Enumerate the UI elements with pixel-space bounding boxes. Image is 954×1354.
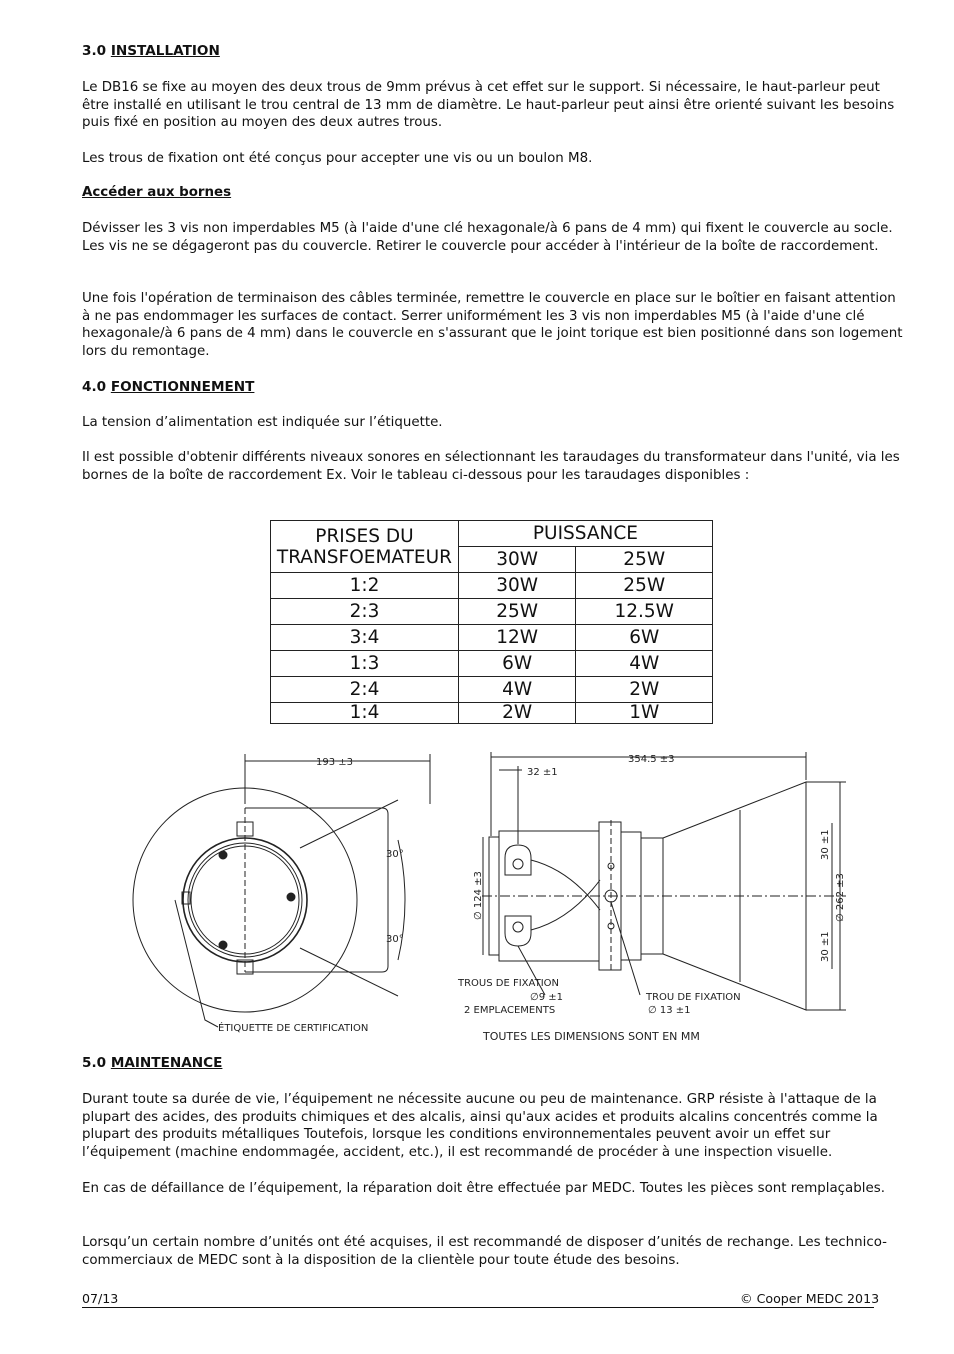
dim-diameter: ∅ 262 ±3	[835, 873, 846, 922]
technical-drawing	[0, 740, 954, 1050]
section-heading-operation	[82, 379, 254, 395]
footer-date: 07/13	[82, 1291, 119, 1306]
paragraph: Une fois l'opération de terminaison des câbles terminée, remettre le couvercle en place sur le boîtier en faisant attention à ne pas endommager les surfaces de contact. Serrer uniformément les 3 vis non imperdables M5 (à l'aide d'une clé hexagonale/à 6 pans de 4 mm) dans le couvercle en s'assurant que le joint torique est bien positionné dans son logement lors du remontage.	[82, 291, 903, 359]
section-title: INSTALLATION	[110, 43, 220, 59]
front-view	[133, 754, 430, 1027]
section-number: 3.0	[82, 43, 107, 59]
section-number: 4.0	[82, 379, 107, 395]
table-row: 1:4 2W 1W	[271, 703, 713, 724]
paragraph: La tension d’alimentation est indiquée sur l’étiquette.	[82, 415, 443, 430]
footer-copyright: © Cooper MEDC 2013	[740, 1291, 880, 1306]
footer-rule	[82, 1307, 874, 1308]
section-number: 5.0	[82, 1055, 107, 1071]
dim-length: 354.5 ±3	[628, 754, 675, 765]
table-row: 3:4 12W 6W	[271, 625, 713, 651]
dim-height-bracket: ∅ 124 ±3	[473, 871, 484, 920]
table-row: 1:3 6W 4W	[271, 651, 713, 677]
paragraph: Les trous de fixation ont été conçus pour accepter une vis ou un boulon M8.	[82, 151, 593, 166]
dim-bracket: 32 ±1	[527, 767, 558, 778]
paragraph: En cas de défaillance de l’équipement, la réparation doit être effectuée par MEDC. Toutes les pièces sont remplaçables.	[82, 1181, 885, 1196]
drawing-caption: TOUTES LES DIMENSIONS SONT EN MM	[483, 1030, 700, 1043]
section-title: FONCTIONNEMENT	[110, 379, 255, 395]
section-heading-maintenance	[82, 1055, 222, 1071]
mount-holes-count: 2 EMPLACEMENTS	[464, 1005, 556, 1016]
header-25w: 25W	[576, 547, 713, 573]
section-heading-installation	[82, 43, 220, 59]
cert-label: ÉTIQUETTE DE CERTIFICATION	[218, 1023, 369, 1034]
side-view	[482, 752, 846, 1010]
table-row: 2:4 4W 2W	[271, 677, 713, 703]
header-power: PUISSANCE	[458, 521, 712, 547]
paragraph: Dévisser les 3 vis non imperdables M5 (à l'aide d'une clé hexagonale/à 6 pans de 4 mm) qui fixent le couvercle au socle. Les vis ne se dégageront pas du couvercle. Retirer le couvercle pour accéder à l'intérieur de la boîte de raccordement.	[82, 221, 893, 254]
header-30w: 30W	[458, 547, 576, 573]
subheading-terminals: Accéder aux bornes	[82, 185, 232, 200]
dim-lower: 30 ±1	[820, 931, 831, 962]
paragraph: Durant toute sa durée de vie, l’équipement ne nécessite aucune ou peu de maintenance. GRP résiste à l'attaque de la plupart des acides, des produits chimiques et des alcalis, ainsi qu'aux acides et produits alcalins concentrés comme la plupart des produits métalliques Toutefois, lorsque les conditions environnementales peuvent avoir un effet sur l’équipement (machine endommagée, accident, etc.), il est recommandé de procéder à une inspection visuelle.	[82, 1092, 878, 1160]
paragraph: Le DB16 se fixe au moyen des deux trous de 9mm prévus à cet effet sur le support. Si nécessaire, le haut-parleur peut être installé en utilisant le trou central de 13 mm de diamètre. Le haut-parleur peut ainsi être orienté suivant les besoins puis fixé en position au moyen des deux autres trous.	[82, 80, 895, 131]
header-taps: PRISES DU TRANSFOEMATEUR	[271, 521, 459, 573]
mount-hole-label: TROU DE FIXATION	[646, 992, 741, 1003]
table-row: 2:3 25W 12.5W	[271, 599, 713, 625]
paragraph: Lorsqu’un certain nombre d’unités ont été acquises, il est recommandé de disposer d’unités de rechange. Les technico-commerciaux de MEDC sont à la disposition de la clientèle pour toute étude des besoins.	[82, 1235, 887, 1268]
table-row: 1:2 30W 25W	[271, 573, 713, 599]
section-title: MAINTENANCE	[110, 1055, 223, 1071]
mount-holes-size: ∅9 ±1	[530, 992, 564, 1003]
dim-width-front: 193 ±3	[316, 757, 354, 768]
angle-bottom: 30°	[386, 934, 404, 945]
angle-top: 30°	[386, 849, 404, 860]
tap-power-table	[270, 520, 713, 724]
mount-hole-size: ∅ 13 ±1	[648, 1005, 691, 1016]
mount-holes-label: TROUS DE FIXATION	[458, 978, 559, 989]
dim-upper: 30 ±1	[820, 829, 831, 860]
paragraph: Il est possible d'obtenir différents niveaux sonores en sélectionnant les taraudages du transformateur dans l'unité, via les bornes de la boîte de raccordement Ex. Voir le tableau ci-dessous pour les taraudages disponibles :	[82, 450, 900, 483]
